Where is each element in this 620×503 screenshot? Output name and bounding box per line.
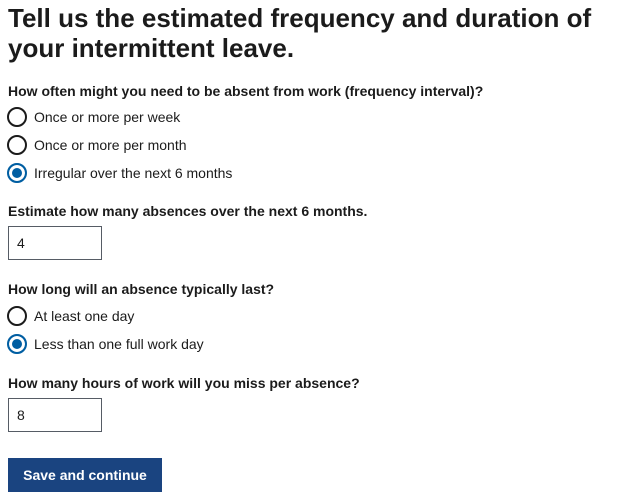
radio-at-least-one-day-label: At least one day: [34, 308, 135, 324]
radio-less-than-one-day[interactable]: [7, 333, 204, 355]
absences-question-label: Estimate how many absences over the next 6 months.: [8, 203, 368, 219]
radio-once-per-month-indicator[interactable]: [7, 135, 27, 155]
radio-less-than-one-day-label: Less than one full work day: [34, 336, 204, 352]
radio-once-per-week[interactable]: [7, 106, 180, 128]
hours-question-label: How many hours of work will you miss per absence?: [8, 375, 360, 391]
radio-once-per-month-label: Once or more per month: [34, 137, 187, 153]
radio-at-least-one-day-indicator[interactable]: [7, 306, 27, 326]
radio-irregular-6-months-label: Irregular over the next 6 months: [34, 165, 233, 181]
duration-question-label: How long will an absence typically last?: [8, 281, 275, 297]
radio-once-per-week-indicator[interactable]: [7, 107, 27, 127]
save-and-continue-button[interactable]: Save and continue: [8, 458, 162, 492]
radio-once-per-week-label: Once or more per week: [34, 109, 181, 125]
radio-less-than-one-day-indicator[interactable]: [7, 334, 27, 354]
radio-irregular-6-months-indicator[interactable]: [7, 163, 27, 183]
frequency-question-label: How often might you need to be absent from work (frequency interval)?: [8, 83, 484, 99]
hours-per-absence-input[interactable]: [8, 398, 102, 432]
page-title: Tell us the estimated frequency and duration of your intermittent leave.: [8, 3, 592, 63]
radio-once-per-month[interactable]: [7, 134, 187, 156]
radio-irregular-6-months[interactable]: [7, 162, 232, 184]
absences-count-input[interactable]: [8, 226, 102, 260]
radio-at-least-one-day[interactable]: [7, 305, 134, 327]
